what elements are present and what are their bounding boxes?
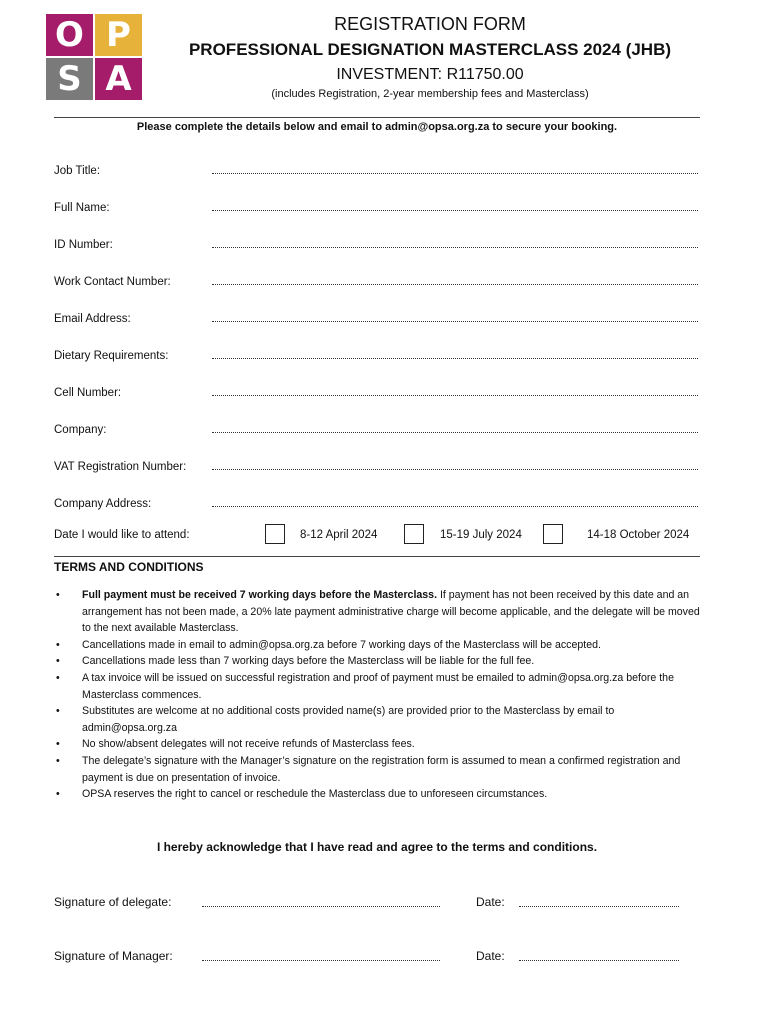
date-option-october: 14-18 October 2024 [587,529,690,541]
field-input-line[interactable] [212,173,698,174]
date-checkbox-october[interactable] [543,524,563,544]
date-option-july: 15-19 July 2024 [440,529,522,541]
field-input-line[interactable] [212,395,698,396]
field-input-line[interactable] [212,358,698,359]
form-title: REGISTRATION FORM [334,14,526,34]
field-row [54,313,698,333]
date-checkbox-april[interactable] [265,524,285,544]
field-input-line[interactable] [212,432,698,433]
logo-letter-a: A [95,58,142,100]
delegate-signature-line[interactable] [202,906,440,907]
bullet-icon: • [56,738,60,751]
field-row [54,350,698,370]
date-option-april: 8-12 April 2024 [300,529,378,541]
investment-amount: INVESTMENT: R11750.00 [336,66,524,83]
bullet-icon: • [56,589,60,601]
field-label: Full Name: [54,202,110,214]
terms-item [54,653,702,670]
terms-item-text: Cancellations made less than 7 working days before the Masterclass will be liable for the full fee. [82,655,535,668]
field-label: VAT Registration Number: [54,461,187,473]
field-input-line[interactable] [212,321,698,322]
investment-includes: (includes Registration, 2-year membership fees and Masterclass) [271,88,589,100]
logo-letter-s: S [46,58,93,100]
date-selection-row [54,524,698,548]
field-input-line[interactable] [212,210,698,211]
field-label: Dietary Requirements: [54,350,169,362]
field-row [54,424,698,444]
field-label: Company Address: [54,498,152,510]
bullet-icon: • [56,788,60,801]
bullet-icon: • [56,671,60,684]
terms-item [54,703,702,736]
field-input-line[interactable] [212,469,698,470]
field-row [54,165,698,185]
terms-item [54,736,702,753]
terms-item [54,670,702,703]
manager-date-line[interactable] [519,960,679,961]
terms-item-text: Cancellations made in email to admin@opsa.org.za before 7 working days of the Masterclass will be accepted. [82,638,601,651]
terms-item-text: OPSA reserves the right to cancel or reschedule the Masterclass due to unforeseen circumstances. [82,788,548,801]
field-label: ID Number: [54,239,113,251]
opsa-logo [46,14,142,100]
delegate-date-line[interactable] [519,906,679,907]
field-label: Cell Number: [54,387,122,399]
delegate-date-label: Date: [476,895,505,909]
field-row [54,498,698,518]
field-input-line[interactable] [212,284,698,285]
manager-date-label: Date: [476,949,505,963]
terms-item-text: Substitutes are welcome at no additional costs provided name(s) are provided prior to the Masterclass by email to admin@opsa.org.za [82,705,615,734]
bullet-icon: • [56,655,60,668]
bullet-icon: • [56,754,60,767]
delegate-signature-label: Signature of delegate: [54,895,172,909]
bullet-icon: • [56,705,60,718]
terms-item-text: A tax invoice will be issued on successful registration and proof of payment must be emailed to admin@opsa.org.za before the Masterclass commences. [82,671,674,701]
field-row [54,239,698,259]
logo-letter-o: O [46,14,93,56]
manager-signature-line[interactable] [202,960,440,961]
logo-letter-p: P [95,14,142,56]
date-checkbox-july[interactable] [404,524,424,544]
terms-item [54,786,702,803]
instruction-text: Please complete the details below and email to admin@opsa.org.za to secure your booking. [136,121,618,133]
field-row [54,461,698,481]
field-label: Company: [54,424,107,436]
terms-list [54,587,702,803]
field-row [54,387,698,407]
acknowledgement-text: I hereby acknowledge that I have read and agree to the terms and conditions. [156,840,598,854]
terms-item [54,637,702,654]
terms-divider [54,556,700,557]
course-title: PROFESSIONAL DESIGNATION MASTERCLASS 2024 (JHB) [188,40,672,59]
field-row [54,276,698,296]
field-row [54,202,698,222]
manager-signature-label: Signature of Manager: [54,949,173,963]
field-label: Email Address: [54,313,131,325]
field-label: Work Contact Number: [54,276,171,288]
field-input-line[interactable] [212,247,698,248]
terms-heading: TERMS AND CONDITIONS [54,560,204,574]
field-input-line[interactable] [212,506,698,507]
terms-item-text: No show/absent delegates will not receive refunds of Masterclass fees. [82,738,415,751]
terms-item [54,753,702,786]
terms-item-text: If payment has not been received by this date and an arrangement has not been made, a 20% late payment administrative charge will become applicable, and the delegate will be moved to the next available Masterclass. [82,589,700,635]
terms-item-text: The delegate’s signature with the Manager’s signature on the registration form is assumed to mean a confirmed registration and payment is due on presentation of invoice. [82,754,681,784]
header-divider [54,117,700,118]
terms-item-bold: Full payment must be received 7 working days before the Masterclass. [82,589,438,601]
field-label: Job Title: [54,165,101,177]
terms-item [54,587,702,637]
bullet-icon: • [56,638,60,651]
date-label: Date I would like to attend: [54,529,190,541]
